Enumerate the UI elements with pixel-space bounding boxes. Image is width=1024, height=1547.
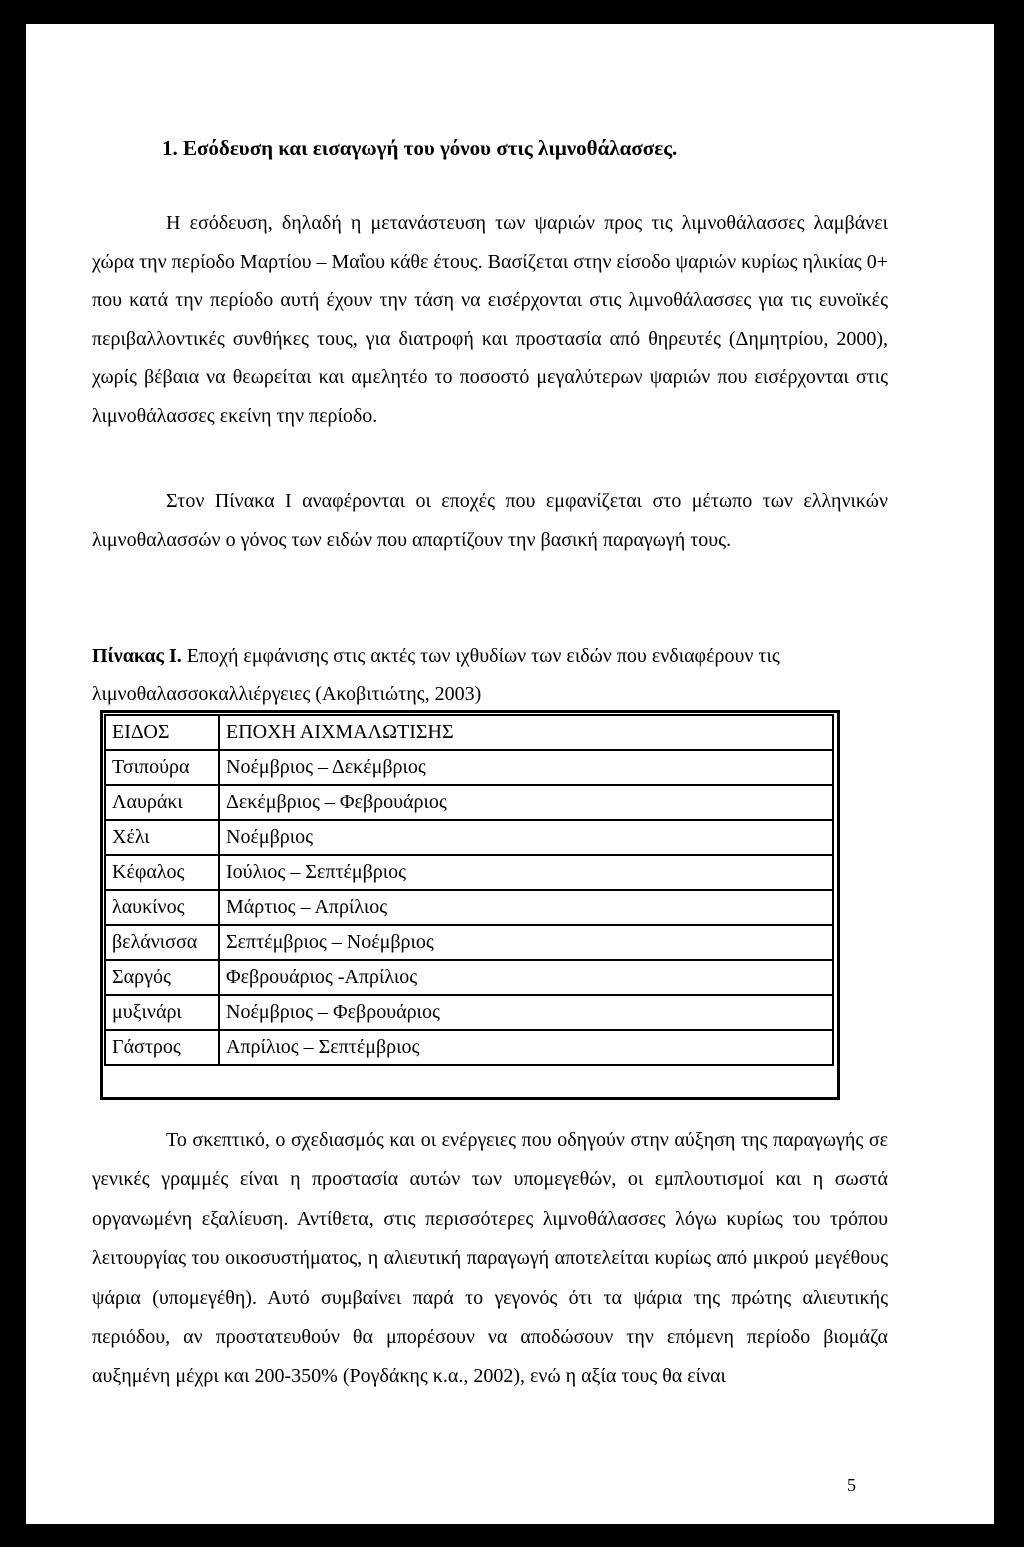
table-row xyxy=(105,785,833,820)
season-cell: Δεκέμβριος – Φεβρουάριος xyxy=(219,785,833,820)
table-row xyxy=(105,995,833,1030)
table-row xyxy=(105,855,833,890)
header-season: ΕΠΟΧΗ ΑΙΧΜΑΛΩΤΙΣΗΣ xyxy=(219,715,833,750)
table-caption-text: Εποχή εμφάνισης στις ακτές των ιχθυδίων των ειδών που ενδιαφέρουν τις λιμνοθαλασσοκαλλιέργειες (Ακοβιτιώτης, 2003) xyxy=(92,645,780,705)
species-cell: Κέφαλος xyxy=(105,855,219,890)
table-row xyxy=(105,890,833,925)
season-cell: Νοέμβριος – Φεβρουάριος xyxy=(219,995,833,1030)
section-heading: 1. Εσόδευση και εισαγωγή του γόνου στις λιμνοθάλασσες. xyxy=(162,136,678,160)
species-cell: βελάνισσα xyxy=(105,925,219,960)
season-cell: Απρίλιος – Σεπτέμβριος xyxy=(219,1030,833,1065)
species-cell: Γάστρος xyxy=(105,1030,219,1065)
species-cell: Τσιπούρα xyxy=(105,750,219,785)
season-cell: Νοέμβριος – Δεκέμβριος xyxy=(219,750,833,785)
season-cell: Νοέμβριος xyxy=(219,820,833,855)
season-cell: Μάρτιος – Απρίλιος xyxy=(219,890,833,925)
document-page xyxy=(26,24,994,1524)
page-number: 5 xyxy=(847,1475,856,1495)
table-row xyxy=(105,925,833,960)
paragraph-ingress: Η εσόδευση, δηλαδή η μετανάστευση των ψαριών προς τις λιμνοθάλασσες λαμβάνει χώρα την περίοδο Μαρτίου – Μαΐου κάθε έτους. Βασίζεται στην είσοδο ψαριών κυρίως ηλικίας 0+ που κατά την περίοδο αυτή έχουν την τάση να εισέρχονται στις λιμνοθάλασσες για τις ευνοϊκές περιβαλλοντικές συνθήκες τους, για διατροφή και προστασία από θηρευτές (Δημητρίου, 2000), χωρίς βέβαια να θεωρείται και αμελητέο το ποσοστό μεγαλύτερων ψαριών που εισέρχονται στις λιμνοθάλασσες εκείνη την περίοδο. xyxy=(92,212,888,427)
table-row xyxy=(105,750,833,785)
paragraph-table-intro: Στον Πίνακα Ι αναφέρονται οι εποχές που εμφανίζεται στο μέτωπο των ελληνικών λιμνοθαλασσών ο γόνος των ειδών που απαρτίζουν την βασική παραγωγή τους. xyxy=(92,490,888,551)
paragraph-production: Το σκεπτικό, ο σχεδιασμός και οι ενέργειες που οδηγούν στην αύξηση της παραγωγής σε γενικές γραμμές είναι η προστασία αυτών των υπομεγεθών, οι εμπλουτισμοί και η σωστά οργανωμένη εξαλίευση. Αντίθετα, στις περισσότερες λιμνοθάλασσες λόγω κυρίως του τρόπου λειτουργίας του οικοσυστήματος, η αλιευτική παραγωγή αποτελείται κυρίως από μικρού μεγέθους ψάρια (υπομεγέθη). Αυτό συμβαίνει παρά το γεγονός ότι τα ψάρια της πρώτης αλιευτικής περιόδου, αν προστατευθούν θα μπορέσουν να αποδώσουν την επόμενη περίοδο βιομάζα αυξημένη μέχρι και 200-350% (Ρογδάκης κ.α., 2002), ενώ η αξία τους θα είναι xyxy=(92,1129,888,1388)
season-cell: Ιούλιος – Σεπτέμβριος xyxy=(219,855,833,890)
table-header-row xyxy=(105,715,833,750)
species-season-table xyxy=(104,714,834,1066)
table-caption-label: Πίνακας Ι. xyxy=(92,645,182,667)
species-cell: Σαργός xyxy=(105,960,219,995)
table-row xyxy=(105,960,833,995)
species-cell: μυξινάρι xyxy=(105,995,219,1030)
species-cell: λαυκίνος xyxy=(105,890,219,925)
header-species: ΕΙΔΟΣ xyxy=(105,715,219,750)
table-row xyxy=(105,1030,833,1065)
species-cell: Χέλι xyxy=(105,820,219,855)
table-row xyxy=(105,820,833,855)
season-cell: Σεπτέμβριος – Νοέμβριος xyxy=(219,925,833,960)
table-caption xyxy=(92,637,888,713)
season-cell: Φεβρουάριος -Απρίλιος xyxy=(219,960,833,995)
species-cell: Λαυράκι xyxy=(105,785,219,820)
